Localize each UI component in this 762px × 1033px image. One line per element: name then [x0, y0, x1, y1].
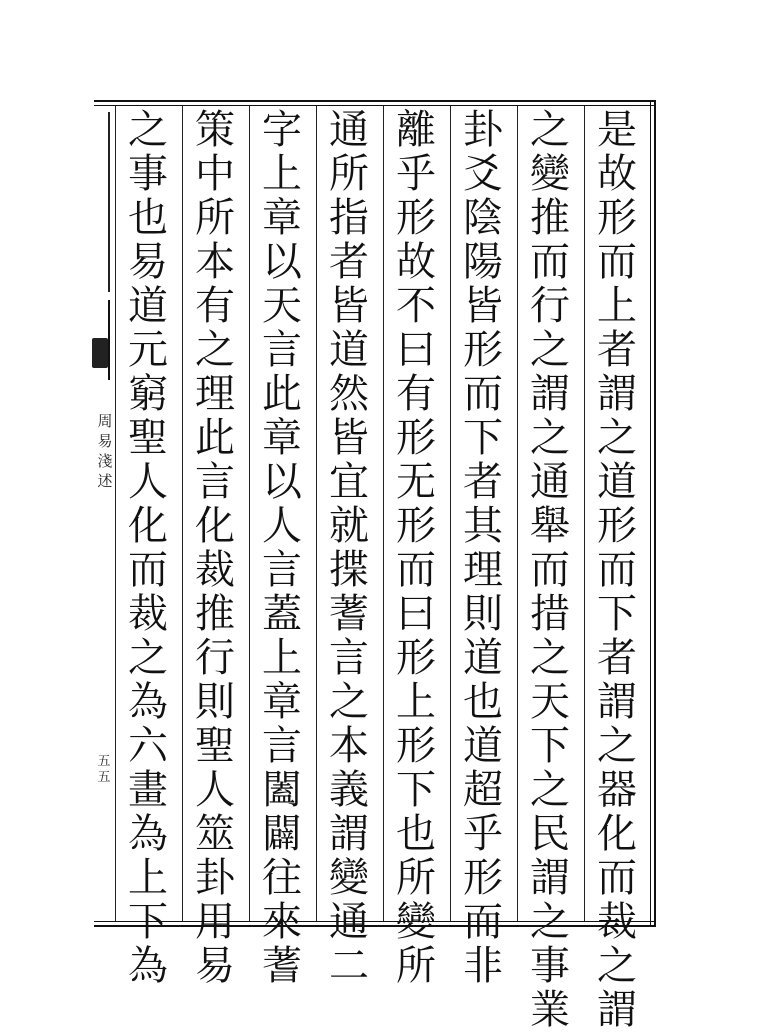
text-char: 通: [530, 459, 570, 505]
text-char: 推: [530, 195, 570, 241]
text-char: 卦: [463, 107, 503, 153]
text-char: 下: [128, 899, 168, 945]
text-char: 器: [597, 767, 637, 813]
text-char: 人: [128, 459, 168, 505]
text-char: 陰: [463, 195, 503, 241]
text-char: 无: [396, 459, 436, 505]
text-char: 聖: [128, 415, 168, 461]
text-char: 下: [597, 591, 637, 637]
text-char: 言: [329, 635, 369, 681]
text-char: 形: [396, 503, 436, 549]
text-char: 業: [530, 987, 570, 1033]
page-number-char: 五: [97, 754, 111, 769]
text-char: 道: [128, 283, 168, 329]
text-char: 之: [195, 327, 235, 373]
text-char: 乎: [463, 811, 503, 857]
text-char: 之: [530, 327, 570, 373]
text-column-5: [318, 107, 380, 989]
column-rule: [383, 106, 384, 921]
text-char: 為: [128, 679, 168, 725]
column-rule: [182, 106, 183, 921]
text-char: 通: [329, 107, 369, 153]
text-char: 闔: [262, 767, 302, 813]
text-char: 而: [530, 547, 570, 593]
text-char: 非: [463, 943, 503, 989]
text-char: 變: [396, 899, 436, 945]
text-char: 畫: [128, 767, 168, 813]
text-char: 也: [463, 679, 503, 725]
text-char: 用: [195, 899, 235, 945]
text-char: 理: [195, 371, 235, 417]
text-char: 道: [329, 327, 369, 373]
text-char: 下: [463, 415, 503, 461]
text-char: 則: [195, 679, 235, 725]
text-char: 有: [396, 371, 436, 417]
column-rule: [450, 106, 451, 921]
text-char: 故: [396, 239, 436, 285]
text-char: 也: [396, 811, 436, 857]
text-char: 行: [530, 283, 570, 329]
text-char: 章: [262, 195, 302, 241]
text-char: 而: [463, 899, 503, 945]
text-char: 曰: [396, 327, 436, 373]
text-char: 而: [396, 547, 436, 593]
margin-book-title: [96, 412, 114, 492]
text-char: 措: [530, 591, 570, 637]
text-char: 闢: [262, 811, 302, 857]
text-char: 章: [262, 415, 302, 461]
text-char: 二: [329, 943, 369, 989]
text-char: 形: [597, 195, 637, 241]
text-char: 化: [195, 503, 235, 549]
text-char: 裁: [195, 547, 235, 593]
text-char: 曰: [396, 591, 436, 637]
text-char: 本: [329, 723, 369, 769]
text-char: 下: [396, 767, 436, 813]
margin-title-char: 易: [97, 432, 113, 450]
text-char: 人: [262, 503, 302, 549]
text-char: 形: [463, 855, 503, 901]
text-char: 蓍: [262, 943, 302, 989]
text-char: 卦: [195, 855, 235, 901]
text-char: 之: [530, 107, 570, 153]
text-char: 形: [463, 327, 503, 373]
text-char: 之: [597, 415, 637, 461]
text-char: 變: [530, 151, 570, 197]
text-char: 而: [128, 547, 168, 593]
text-char: 者: [597, 327, 637, 373]
frame-right-border: [650, 100, 656, 927]
text-char: 上: [262, 151, 302, 197]
text-char: 下: [530, 723, 570, 769]
text-char: 乎: [396, 151, 436, 197]
text-char: 為: [128, 811, 168, 857]
text-char: 以: [262, 459, 302, 505]
text-char: 變: [329, 855, 369, 901]
text-char: 謂: [329, 811, 369, 857]
text-char: 形: [396, 723, 436, 769]
text-char: 民: [530, 811, 570, 857]
text-char: 上: [597, 283, 637, 329]
text-char: 然: [329, 371, 369, 417]
text-char: 是: [597, 107, 637, 153]
text-char: 筮: [195, 811, 235, 857]
text-char: 之: [530, 635, 570, 681]
text-column-1: [586, 107, 648, 1033]
text-char: 所: [396, 855, 436, 901]
page-number-char: 五: [97, 770, 111, 785]
text-char: 之: [530, 767, 570, 813]
text-char: 天: [530, 679, 570, 725]
text-char: 謂: [530, 371, 570, 417]
text-char: 裁: [128, 591, 168, 637]
text-char: 指: [329, 195, 369, 241]
text-char: 事: [530, 943, 570, 989]
text-char: 而: [463, 371, 503, 417]
text-char: 而: [597, 855, 637, 901]
text-char: 所: [329, 151, 369, 197]
text-char: 字: [262, 107, 302, 153]
text-char: 之: [597, 943, 637, 989]
text-char: 而: [597, 239, 637, 285]
text-char: 形: [396, 635, 436, 681]
margin-title-char: 淺: [97, 452, 113, 470]
column-rule: [249, 106, 250, 921]
text-char: 形: [597, 503, 637, 549]
text-char: 陽: [463, 239, 503, 285]
fold-edge: [92, 112, 110, 292]
text-char: 者: [329, 239, 369, 285]
text-char: 謂: [530, 855, 570, 901]
text-char: 而: [530, 239, 570, 285]
page-number: [94, 754, 114, 786]
text-char: 元: [128, 327, 168, 373]
text-char: 窮: [128, 371, 168, 417]
text-char: 聖: [195, 723, 235, 769]
text-char: 故: [597, 151, 637, 197]
column-rule: [115, 106, 116, 921]
text-char: 中: [195, 151, 235, 197]
text-char: 來: [262, 899, 302, 945]
text-char: 道: [597, 459, 637, 505]
text-char: 通: [329, 899, 369, 945]
text-char: 皆: [463, 283, 503, 329]
text-char: 義: [329, 767, 369, 813]
text-char: 皆: [329, 283, 369, 329]
text-char: 不: [396, 283, 436, 329]
text-char: 則: [463, 591, 503, 637]
text-char: 言: [195, 459, 235, 505]
column-rule: [316, 106, 317, 921]
text-char: 揲: [329, 547, 369, 593]
text-char: 超: [463, 767, 503, 813]
text-char: 天: [262, 283, 302, 329]
margin-title-char: 周: [97, 412, 113, 430]
text-char: 者: [463, 459, 503, 505]
text-char: 皆: [329, 415, 369, 461]
text-char: 蓍: [329, 591, 369, 637]
text-char: 之: [597, 723, 637, 769]
text-column-3: [452, 107, 514, 989]
text-char: 道: [463, 723, 503, 769]
text-column-7: [184, 107, 246, 989]
text-char: 謂: [597, 679, 637, 725]
text-char: 化: [128, 503, 168, 549]
text-char: 所: [195, 195, 235, 241]
fold-line: [108, 300, 110, 380]
text-char: 易: [128, 239, 168, 285]
column-rule: [584, 106, 585, 921]
text-char: 本: [195, 239, 235, 285]
text-char: 有: [195, 283, 235, 329]
fish-tail-mark: [92, 338, 108, 368]
text-char: 宜: [329, 459, 369, 505]
text-char: 謂: [597, 987, 637, 1033]
text-char: 道: [463, 635, 503, 681]
margin-title-char: 述: [97, 472, 113, 490]
text-char: 言: [262, 547, 302, 593]
text-char: 行: [195, 635, 235, 681]
text-column-6: [251, 107, 313, 989]
text-char: 六: [128, 723, 168, 769]
text-char: 舉: [530, 503, 570, 549]
text-char: 就: [329, 503, 369, 549]
text-column-4: [385, 107, 447, 989]
text-char: 之: [530, 415, 570, 461]
text-char: 蓋: [262, 591, 302, 637]
text-char: 之: [128, 635, 168, 681]
text-char: 爻: [463, 151, 503, 197]
text-char: 上: [262, 635, 302, 681]
text-char: 此: [195, 415, 235, 461]
text-char: 之: [530, 899, 570, 945]
text-char: 也: [128, 195, 168, 241]
text-char: 策: [195, 107, 235, 153]
text-char: 易: [195, 943, 235, 989]
text-char: 離: [396, 107, 436, 153]
text-char: 言: [262, 327, 302, 373]
text-char: 形: [396, 195, 436, 241]
text-char: 事: [128, 151, 168, 197]
text-char: 章: [262, 679, 302, 725]
text-column-2: [519, 107, 581, 1033]
text-char: 謂: [597, 371, 637, 417]
text-char: 其: [463, 503, 503, 549]
text-char: 上: [396, 679, 436, 725]
text-char: 推: [195, 591, 235, 637]
text-column-8: [117, 107, 179, 989]
text-char: 人: [195, 767, 235, 813]
text-char: 化: [597, 811, 637, 857]
text-char: 為: [128, 943, 168, 989]
text-char: 之: [128, 107, 168, 153]
text-char: 者: [597, 635, 637, 681]
text-char: 往: [262, 855, 302, 901]
text-char: 裁: [597, 899, 637, 945]
text-char: 以: [262, 239, 302, 285]
text-char: 形: [396, 415, 436, 461]
column-rule: [517, 106, 518, 921]
text-char: 此: [262, 371, 302, 417]
frame-top-border: [94, 100, 656, 106]
text-char: 言: [262, 723, 302, 769]
text-char: 上: [128, 855, 168, 901]
text-char: 所: [396, 943, 436, 989]
text-char: 之: [329, 679, 369, 725]
text-char: 而: [597, 547, 637, 593]
text-char: 理: [463, 547, 503, 593]
